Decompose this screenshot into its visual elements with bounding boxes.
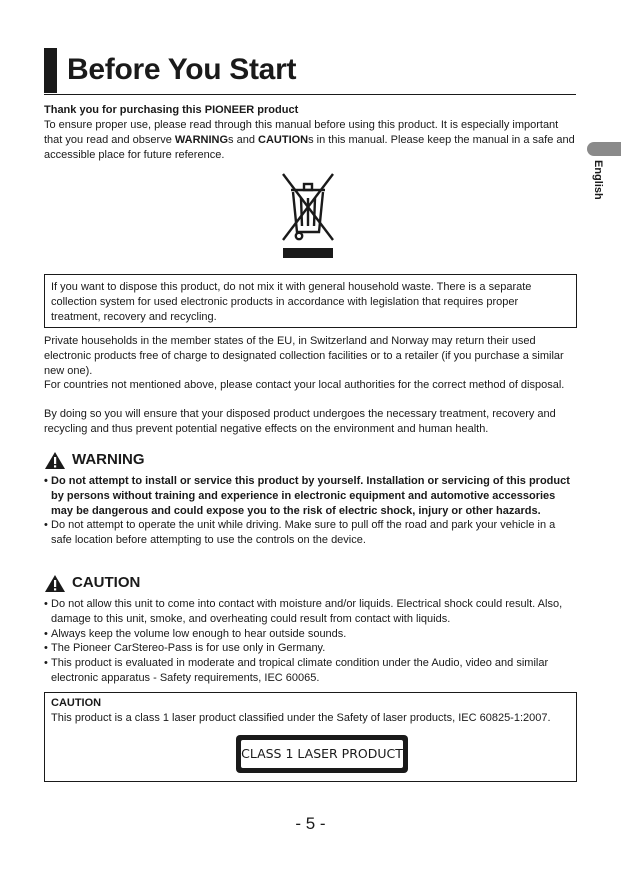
intro-paragraph <box>44 118 579 162</box>
warning-item: • Do not attempt to install or service this product by yourself. Installation or servicing of this product by persons without training and experience in electronic equipment and automotive accessories may be dangerous and could expose you to the risk of electric shock, injury or other hazards. <box>44 474 579 518</box>
caution-list <box>44 597 579 686</box>
caution-triangle-icon <box>44 574 66 593</box>
warning-item: • Do not attempt to operate the unit while driving. Make sure to pull off the road and park your vehicle in a safe location before attempting to use the controls on the device. <box>44 518 579 548</box>
page-number: - 5 - <box>295 814 326 833</box>
caution-heading-label: CAUTION <box>72 574 141 591</box>
language-tab-label: English <box>592 160 604 200</box>
warning-triangle-icon <box>44 451 66 470</box>
title-marker <box>44 48 57 93</box>
laser-product-label-text: CLASS 1 LASER PRODUCT <box>241 740 403 768</box>
language-tab <box>587 142 621 212</box>
page-title-bar <box>44 48 576 95</box>
caution-item: • Always keep the volume low enough to hear outside sounds. <box>44 627 579 642</box>
disposal-paragraph-3: By doing so you will ensure that your disposed product undergoes the necessary treatment, recovery and recycling and thus prevent potential negative effects on the environment and human health. <box>44 408 556 435</box>
disposal-paragraph-2: For countries not mentioned above, please contact your local authorities for the correct method of disposal. <box>44 379 565 391</box>
warning-heading <box>44 450 244 470</box>
caution-item: • Do not allow this unit to come into contact with moisture and/or liquids. Electrical shock could result. Also, damage to this unit, smoke, and overheating could result from contact with liquids. <box>44 597 579 627</box>
caution-heading <box>44 573 244 593</box>
laser-caution-heading: CAUTION <box>51 697 102 709</box>
laser-product-label <box>236 735 408 773</box>
intro-text-3: s in this manual. Please keep the manual in a safe and accessible place for future reference. <box>44 133 575 161</box>
warning-list <box>44 474 579 548</box>
laser-caution-text: This product is a class 1 laser product classified under the Safety of laser products, IEC 60825-1:2007. <box>51 711 551 724</box>
language-tab-marker <box>587 142 621 156</box>
caution-item: • This product is evaluated in moderate and tropical climate condition under the Audio, video and similar electronic apparatus - Safety requirements, IEC 60065. <box>44 656 579 686</box>
intro-text-1: To ensure proper use, please read through this manual before using this product. It is especially important that you read and observe <box>44 119 559 146</box>
intro-caution-word: CAUTION <box>258 133 309 146</box>
warning-heading-label: WARNING <box>72 451 145 468</box>
intro-text-2: s and <box>228 133 259 146</box>
intro-heading: Thank you for purchasing this PIONEER product <box>44 104 299 116</box>
caution-item: • The Pioneer CarStereo-Pass is for use only in Germany. <box>44 641 579 656</box>
intro-warning-word: WARNING <box>174 133 229 146</box>
disposal-box-text: If you want to dispose this product, do not mix it with general household waste. There is a separate collection system for used electronic products in accordance with legislation that requires proper treatment, recovery and recycling. <box>51 281 532 323</box>
disposal-box <box>44 274 577 328</box>
disposal-paragraph-1: Private households in the member states of the EU, in Switzerland and Norway may return their used electronic products free of charge to designated collection facilities or to a retailer (if you purchase a similar new one). <box>44 335 564 377</box>
crossed-out-bin-icon <box>279 170 337 260</box>
page-title: Before You Start <box>67 53 297 86</box>
